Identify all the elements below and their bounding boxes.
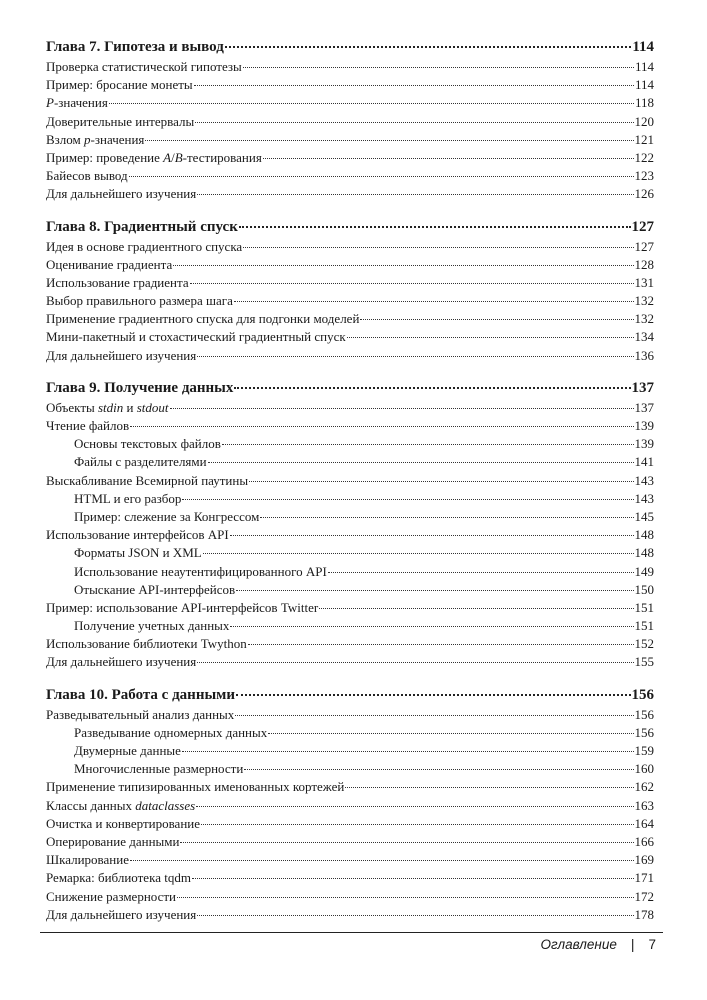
entry-page-number: 114 (634, 77, 654, 93)
entry-title-part: stdout (136, 399, 169, 415)
entry-page-number: 132 (634, 311, 654, 327)
toc-entry[interactable] (46, 851, 654, 869)
entry-page-number: 143 (634, 490, 654, 506)
entry-title-part: Пример: слежение за Конгрессом (74, 508, 260, 524)
chapter-title: Глава 10. Работа с данными (46, 686, 236, 703)
entry-page-number: 145 (634, 508, 654, 524)
dot-leader (109, 103, 634, 104)
toc-entry[interactable] (46, 292, 654, 310)
dot-leader (145, 140, 633, 141)
entry-page-number: 139 (634, 418, 654, 433)
entry-title (46, 635, 247, 653)
dot-leader (196, 806, 633, 807)
entry-title-part: Форматы JSON и XML (74, 545, 202, 561)
dot-leader (173, 265, 633, 266)
entry-page-number: 122 (634, 149, 654, 165)
entry-page-number: 152 (634, 636, 654, 652)
dot-leader (195, 122, 633, 123)
toc-entry[interactable] (46, 526, 654, 544)
entry-title (46, 760, 243, 778)
toc-entry[interactable] (46, 310, 654, 328)
entry-title (46, 399, 169, 417)
toc-entry[interactable] (46, 399, 654, 417)
toc-entry[interactable] (46, 256, 654, 274)
entry-title (46, 833, 179, 851)
entry-page-number: 178 (634, 906, 654, 922)
entry-title-part: Проверка статистической гипотезы (46, 59, 242, 74)
entry-title (46, 706, 234, 724)
entry-page-number: 127 (634, 238, 654, 254)
entry-title-part: dataclasses (135, 797, 196, 813)
entry-title (46, 653, 196, 671)
entry-title-part: Объекты (46, 399, 98, 415)
entry-title-part: Для дальнейшего изучения (46, 654, 197, 670)
entry-title-part: Пример: использование API-интерфейсов Twitter (46, 599, 319, 615)
toc-entry[interactable] (46, 131, 654, 149)
entry-page-number: 118 (634, 95, 654, 111)
chapter-block (46, 684, 654, 924)
chapter-block (46, 377, 654, 672)
entry-page-number: 151 (634, 599, 654, 615)
entry-page-number: 134 (634, 329, 654, 345)
dot-leader (239, 226, 631, 228)
entry-title (46, 472, 248, 490)
entry-title-part: p (84, 131, 91, 147)
toc-subentry[interactable] (46, 508, 654, 526)
entry-page-number: 132 (634, 293, 654, 309)
entry-title-part: Файлы с разделителями (74, 454, 207, 470)
dot-leader (190, 283, 634, 284)
entry-title (46, 238, 242, 256)
entry-page-number: 148 (634, 545, 654, 561)
toc-entry[interactable] (46, 347, 654, 365)
entry-title (46, 76, 193, 94)
entry-title-part: Разведывание одномерных данных (74, 724, 268, 740)
entry-page-number: 114 (634, 59, 654, 74)
entry-title-part: Пример: проведение (46, 149, 164, 165)
entry-title (46, 599, 318, 617)
table-of-contents (46, 36, 654, 936)
dot-leader (230, 626, 633, 627)
dot-leader (243, 247, 633, 248)
entry-page-number: 126 (634, 186, 654, 202)
entry-page-number: 143 (634, 472, 654, 488)
dot-leader (345, 787, 633, 788)
entry-page-number: 123 (634, 168, 654, 184)
toc-entry[interactable] (46, 815, 654, 833)
entry-title (46, 778, 344, 796)
entry-title-part: stdin (97, 399, 124, 415)
toc-entry[interactable] (46, 833, 654, 851)
dot-leader (182, 751, 634, 752)
entry-title-part: -тестирования (182, 149, 262, 165)
dot-leader (130, 426, 633, 427)
entry-title-part: Использование градиента (46, 274, 189, 290)
entry-title (46, 869, 191, 887)
entry-page-number: 166 (634, 833, 654, 849)
dot-leader (319, 608, 633, 609)
dot-leader (328, 572, 634, 573)
entry-title (46, 742, 181, 760)
toc-entry[interactable] (46, 149, 654, 167)
toc-entry[interactable] (46, 472, 654, 490)
toc-entry[interactable] (46, 94, 654, 112)
entry-page-number: 136 (634, 347, 654, 363)
dot-leader (236, 694, 630, 696)
chapter-page-number: 114 (632, 39, 654, 55)
dot-leader (260, 517, 633, 518)
entry-title (46, 888, 176, 906)
entry-page-number: 156 (634, 706, 654, 722)
entry-title-part: Выскабливание Всемирной паутины (46, 472, 249, 488)
entry-title-part: Классы данных (46, 797, 136, 813)
dot-leader (360, 319, 633, 320)
dot-leader (225, 46, 631, 48)
dot-leader (129, 176, 634, 177)
chapter-heading[interactable] (46, 216, 654, 238)
entry-title (46, 417, 129, 435)
entry-page-number: 172 (634, 888, 654, 904)
entry-page-number: 141 (634, 454, 654, 470)
dot-leader (182, 499, 633, 500)
dot-leader (235, 715, 633, 716)
toc-entry[interactable] (46, 653, 654, 671)
entry-page-number: 159 (634, 743, 654, 758)
entry-title (46, 617, 229, 635)
entry-title-part: Мини-пакетный и стохастический градиентный спуск (46, 329, 346, 345)
entry-title-part: и (123, 399, 137, 415)
entry-title (46, 906, 196, 924)
entry-page-number: 128 (634, 256, 654, 272)
chapter-page-number: 156 (631, 686, 654, 703)
toc-entry[interactable] (46, 706, 654, 724)
entry-title (46, 526, 229, 544)
entry-title (46, 544, 202, 562)
dot-leader (192, 878, 634, 879)
dot-leader (197, 915, 633, 916)
toc-subentry[interactable] (46, 563, 654, 581)
toc-subentry[interactable] (46, 617, 654, 635)
entry-title (46, 292, 233, 310)
dot-leader (236, 590, 633, 591)
chapter-block (46, 216, 654, 365)
entry-title (46, 508, 259, 526)
entry-title-part: B (174, 149, 183, 165)
entry-page-number: 150 (634, 581, 654, 597)
entry-page-number: 131 (634, 274, 654, 290)
entry-title (46, 347, 196, 365)
entry-title-part: A (163, 149, 172, 165)
dot-leader (347, 337, 634, 338)
toc-entry[interactable] (46, 599, 654, 617)
dot-leader (130, 860, 634, 861)
dot-leader (208, 462, 634, 463)
toc-entry[interactable] (46, 635, 654, 653)
toc-entry[interactable] (46, 238, 654, 256)
dot-leader (201, 824, 633, 825)
entry-title (46, 851, 129, 869)
entry-title (46, 328, 346, 346)
entry-title (46, 131, 144, 149)
dot-leader (203, 553, 634, 554)
dot-leader (197, 662, 633, 663)
entry-title-part: Для дальнейшего изучения (46, 186, 197, 202)
entry-title (46, 185, 196, 203)
dot-leader (243, 67, 634, 68)
entry-title (46, 167, 128, 185)
entry-title-part: HTML и его разбор (74, 490, 182, 506)
dot-leader (180, 842, 633, 843)
entry-title-part: Байесов вывод (46, 168, 128, 184)
entry-page-number: 160 (634, 761, 654, 777)
entry-page-number: 120 (634, 113, 654, 129)
toc-entry[interactable] (46, 113, 654, 131)
entry-title-part: Доверительные интервалы (46, 113, 195, 129)
dot-leader (244, 769, 633, 770)
entry-page-number: 139 (634, 436, 654, 452)
footer-rule (40, 932, 663, 933)
entry-title-part: Основы текстовых файлов (74, 436, 221, 452)
dot-leader (197, 356, 633, 357)
entry-title (46, 490, 181, 508)
entry-title (46, 310, 359, 328)
toc-subentry[interactable] (46, 544, 654, 562)
dot-leader (170, 408, 634, 409)
entry-title (46, 724, 267, 742)
toc-subentry[interactable] (46, 435, 654, 453)
entry-title-part: Идея в основе градиентного спуска (46, 238, 243, 254)
chapter-title: Глава 7. Гипотеза и вывод (46, 39, 224, 55)
dot-leader (249, 481, 633, 482)
entry-title (46, 113, 194, 131)
entry-title-part: Пример: бросание монеты (46, 77, 193, 93)
dot-leader (263, 158, 634, 159)
entry-title (46, 435, 221, 453)
toc-subentry[interactable] (46, 724, 654, 742)
toc-entry[interactable] (46, 328, 654, 346)
entry-title-part: / (171, 149, 175, 165)
entry-title (46, 256, 172, 274)
entry-title-part: Выбор правильного размера шага (46, 293, 233, 309)
toc-entry[interactable] (46, 778, 654, 796)
dot-leader (234, 387, 630, 389)
toc-subentry[interactable] (46, 490, 654, 508)
entry-title-part: Для дальнейшего изучения (46, 347, 197, 363)
entry-title (46, 149, 262, 167)
dot-leader (248, 644, 634, 645)
dot-leader (268, 733, 633, 734)
entry-title (46, 94, 108, 112)
entry-title-part: Чтение файлов (46, 418, 130, 433)
entry-page-number: 148 (634, 527, 654, 543)
entry-title (46, 797, 195, 815)
footer-separator: | (630, 936, 635, 952)
entry-page-number: 163 (634, 797, 654, 813)
entry-page-number: 169 (634, 852, 654, 868)
entry-title-part: Оценивание градиента (46, 256, 173, 272)
entry-title-part: Взлом (46, 131, 85, 147)
dot-leader (230, 535, 634, 536)
toc-entry[interactable] (46, 888, 654, 906)
entry-title (46, 58, 242, 76)
entry-page-number: 164 (634, 815, 654, 831)
entry-page-number: 155 (634, 654, 654, 670)
entry-page-number: 151 (634, 618, 654, 634)
entry-title-part: Использование неаутентифицированного API (74, 563, 327, 579)
entry-title-part: Очистка и конвертирование (46, 815, 201, 831)
entry-page-number: 171 (634, 870, 654, 886)
entry-page-number: 162 (634, 779, 654, 795)
footer-page-number: 7 (648, 936, 656, 952)
toc-entry[interactable] (46, 185, 654, 203)
entry-title (46, 581, 235, 599)
entry-title-part: Получение учетных данных (74, 618, 230, 634)
toc-entry[interactable] (46, 58, 654, 76)
entry-title-part: Использование библиотеки Twython (46, 636, 247, 652)
chapter-heading[interactable] (46, 684, 654, 706)
entry-title-part: -значения (53, 95, 108, 111)
dot-leader (197, 194, 633, 195)
dot-leader (194, 85, 634, 86)
entry-title-part: P (46, 95, 54, 111)
entry-title (46, 274, 189, 292)
entry-page-number: 137 (634, 399, 654, 415)
entry-title-part: Разведывательный анализ данных (46, 706, 235, 722)
entry-title-part: -значения (90, 131, 145, 147)
entry-title-part: Многочисленные размерности (74, 761, 244, 777)
entry-title (46, 453, 207, 471)
toc-entry[interactable] (46, 797, 654, 815)
chapter-title: Глава 8. Градиентный спуск (46, 218, 238, 235)
chapter-block (46, 36, 654, 204)
toc-subentry[interactable] (46, 742, 654, 760)
entry-title-part: Для дальнейшего изучения (46, 906, 197, 922)
chapter-title: Глава 9. Получение данных (46, 379, 234, 396)
entry-title (46, 563, 327, 581)
toc-entry[interactable] (46, 274, 654, 292)
chapter-page-number: 127 (631, 218, 654, 235)
chapter-heading[interactable] (46, 377, 654, 399)
toc-subentry[interactable] (46, 760, 654, 778)
entry-title-part: Отыскание API-интерфейсов (74, 581, 236, 597)
page-footer (541, 936, 656, 952)
toc-subentry[interactable] (46, 581, 654, 599)
toc-entry[interactable] (46, 417, 654, 435)
dot-leader (234, 301, 634, 302)
entry-title-part: Использование интерфейсов API (46, 527, 229, 543)
entry-page-number: 156 (634, 724, 654, 740)
toc-entry[interactable] (46, 76, 654, 94)
footer-section-title: Оглавление (540, 936, 617, 952)
toc-entry[interactable] (46, 906, 654, 924)
entry-title (46, 815, 200, 833)
toc-entry[interactable] (46, 869, 654, 887)
dot-leader (222, 444, 634, 445)
entry-page-number: 121 (634, 131, 654, 147)
entry-title-part: Двумерные данные (74, 743, 181, 758)
toc-subentry[interactable] (46, 453, 654, 471)
entry-title-part: Применение градиентного спуска для подгонки моделей (46, 311, 360, 327)
toc-entry[interactable] (46, 167, 654, 185)
entry-title-part: Применение типизированных именованных кортежей (46, 779, 345, 795)
entry-title-part: Оперирование данными (46, 833, 180, 849)
chapter-page-number: 137 (631, 379, 654, 396)
entry-page-number: 149 (634, 563, 654, 579)
chapter-heading[interactable] (46, 36, 654, 58)
entry-title-part: Ремарка: библиотека tqdm (46, 870, 191, 886)
dot-leader (177, 897, 633, 898)
entry-title-part: Шкалирование (46, 852, 129, 868)
entry-title-part: Снижение размерности (46, 888, 177, 904)
